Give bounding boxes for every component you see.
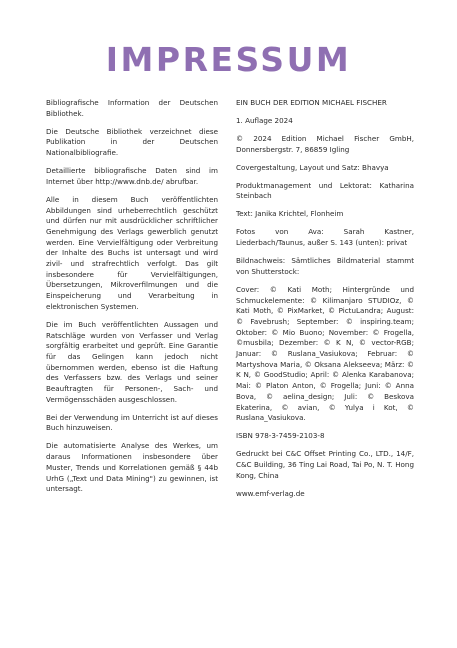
national-bibliography-note: Die Deutsche Bibliothek verzeichnet diese Publikation in der Deutschen Nationalbibliografie. (46, 126, 218, 158)
cover-design-credit: Covergestaltung, Layout und Satz: Bhavya (236, 162, 389, 172)
page-title: IMPRESSUM (105, 40, 352, 79)
copyright-notice: Alle in diesem Buch veröffentlichten Abbildungen sind urheberrechtlich geschützt und dürfen nur mit ausdrücklicher schriftlicher Genehmigung des Verlags gewerblich genutzt werden. Eine Vervielfältigung oder Verbreitung der Inhalte des Buchs ist untersagt und wird zivil- und strafrechtlich verfolgt. Das gilt insbesondere für Vervielfältigungen, Übersetzungen, Mikroverfilmungen und die Einspeicherung und Verarbeitung in elektronischen Systemen. (46, 194, 218, 311)
dnb-url-note: Detaillierte bibliografische Daten sind im Internet über http://www.dnb.de/ abrufbar. (46, 166, 218, 186)
left-column (46, 98, 218, 502)
bibliographic-info-heading: Bibliografische Information der Deutschen Bibliothek. (46, 98, 218, 118)
liability-disclaimer: Die im Buch veröffentlichten Aussagen und Ratschläge wurden von Verfasser und Verlag sorgfältig erarbeitet und geprüft. Eine Garantie für das Gelingen kann jedoch nicht übernommen werden, ebenso ist die Haftung des Verfassers bzw. des Verlags und seiner Beauftragten für Personen-, Sach- und Vermögensschäden ausgeschlossen. (46, 319, 218, 404)
classroom-use-note: Bei der Verwendung im Unterricht ist auf dieses Buch hinzuweisen. (46, 412, 218, 433)
isbn: ISBN 978-3-7459-2103-8 (236, 431, 325, 441)
publisher-website: www.emf-verlag.de (236, 488, 305, 498)
printer-info: Gedruckt bei C&C Offset Printing Co., LTD., 14/F, C&C Building, 36 Ting Lai Road, Tai Po, N. T. Hong Kong, China (236, 449, 414, 480)
right-column (236, 98, 414, 507)
text-data-mining-note: Die automatisierte Analyse des Werkes, um daraus Informationen insbesondere über Muster, Trends und Korrelationen gemäß § 44b UrhG („Text und Data Mining") zu gewinnen, ist untersagt. (46, 441, 218, 494)
photo-credit: Fotos von Ava: Sarah Kastner, Liederbach/Taunus, außer S. 143 (unten): privat (236, 227, 414, 248)
editorial-credit: Produktmanagement und Lektorat: Katharina Steinbach (236, 180, 414, 201)
edition-number: 1. Auflage 2024 (236, 116, 293, 125)
text-credit: Text: Janika Krichtel, Flonheim (236, 209, 344, 219)
image-credits-list: Cover: © Kati Moth; Hintergründe und Schmuckelemente: © Kilimanjaro STUDIOz, © Kati Moth, © PixMarket, © PictuLandra; August: © Favebrush; September: © inspiring.team; Oktober: © Mio Buono; November: © Frogella, ©musbila; Dezember: © K N, © vector-RGB; Januar: © Ruslana_Vasiukova; Februar: © Martyshova Maria, © Oksana Alekseeva; März: © K N, © GoodStudio; April: © Alenka Karabanova; Mai: © Platon Anton, © Frogella; Juni: © Anna Bova, © aelina_design; Juli: © Beskova Ekaterina, © avian, © Yulya i Kot, © Ruslana_Vasiukova. (236, 284, 414, 423)
edition-heading: EIN BUCH DER EDITION MICHAEL FISCHER (236, 98, 387, 107)
image-credits-heading: Bildnachweis: Sämtliches Bildmaterial stammt von Shutterstock: (236, 256, 414, 276)
publisher-copyright: © 2024 Edition Michael Fischer GmbH, Donnersbergstr. 7, 86859 Igling (236, 134, 414, 154)
